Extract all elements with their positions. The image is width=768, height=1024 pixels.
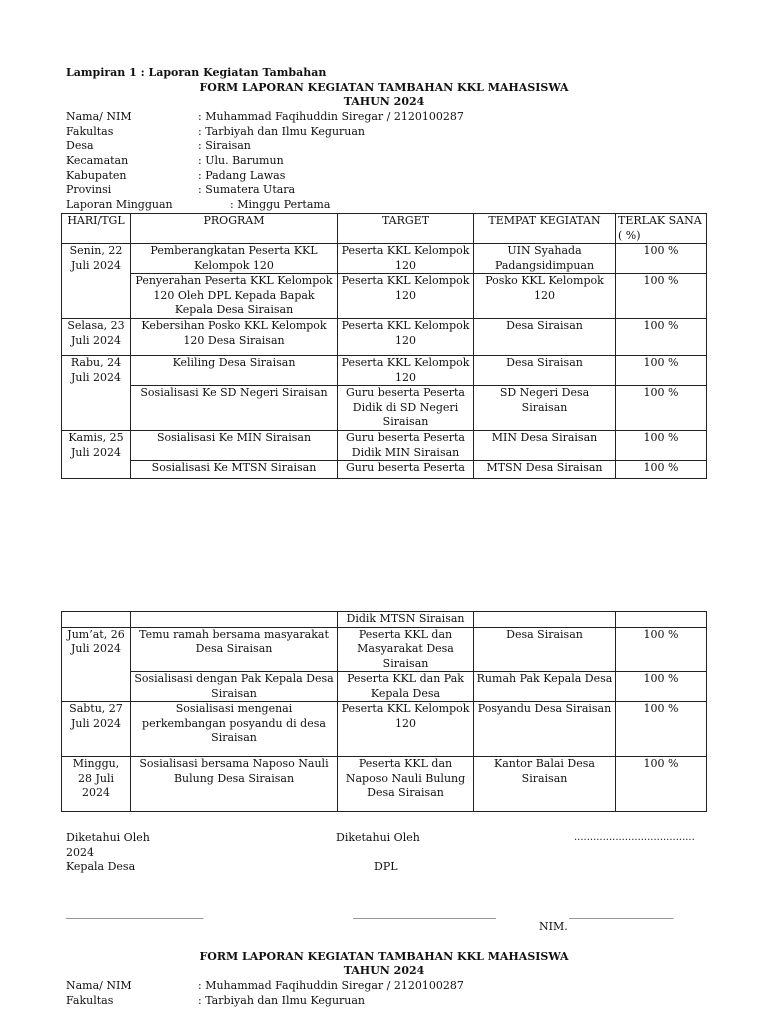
cell-percent (616, 612, 707, 628)
cell-target: Peserta KKL dan Pak Kepala Desa (338, 672, 474, 702)
field-value: : Tarbiyah dan Ilmu Keguruan (198, 994, 366, 1007)
field-label: Provinsi (66, 183, 112, 196)
left-signature-line: _________________________ (66, 906, 204, 919)
field-value: : Muhammad Faqihuddin Siregar / 2120100287 (198, 110, 464, 123)
cell-day: Kamis, 25 Juli 2024 (62, 431, 131, 479)
cell-program: Penyerahan Peserta KKL Kelompok 120 Oleh DPL Kepada Bapak Kepala Desa Siraisan (131, 274, 338, 319)
nim-label: NIM. (539, 920, 568, 933)
cell-day: Rabu, 24 Juli 2024 (62, 356, 131, 431)
cell-percent: 100 % (616, 386, 707, 431)
cell-target: Guru beserta Peserta (338, 461, 474, 479)
cell-target: Peserta KKL Kelompok 120 (338, 274, 474, 319)
cell-place: MTSN Desa Siraisan (474, 461, 616, 479)
cell-place: Rumah Pak Kepala Desa (474, 672, 616, 702)
cell-target: Peserta KKL dan Masyarakat Desa Siraisan (338, 627, 474, 672)
cell-place: Kantor Balai Desa Siraisan (474, 757, 616, 812)
cell-percent: 100 % (616, 356, 707, 386)
mid-signature-line: __________________________ (353, 906, 496, 919)
right-signature-line: ___________________ (569, 906, 674, 919)
cell-place (474, 612, 616, 628)
field-value: : Minggu Pertama (230, 198, 331, 211)
cell-program: Sosialisasi mengenai perkembangan posyandu di desa Siraisan (131, 702, 338, 757)
left-known-label: Diketahui Oleh (66, 831, 150, 844)
cell-target: Peserta KKL Kelompok 120 (338, 702, 474, 757)
left-role: Kepala Desa (66, 860, 136, 873)
field-value: : Tarbiyah dan Ilmu Keguruan (198, 125, 366, 138)
header-cell: TARGET (338, 214, 474, 244)
cell-day: Selasa, 23 Juli 2024 (62, 319, 131, 356)
cell-place: Posko KKL Kelompok 120 (474, 274, 616, 319)
cell-day: Minggu, 28 Juli 2024 (62, 757, 131, 812)
table-row (62, 274, 707, 319)
cell-program: Keliling Desa Siraisan (131, 356, 338, 386)
form-year-2: TAHUN 2024 (343, 964, 425, 977)
cell-day (62, 612, 131, 628)
table-row (62, 319, 707, 356)
cell-program: Sosialisasi Ke MIN Siraisan (131, 431, 338, 461)
cell-percent: 100 % (616, 461, 707, 479)
field-label: Fakultas (66, 994, 114, 1007)
form-year: TAHUN 2024 (343, 95, 425, 108)
header-cell: HARI/TGL (62, 214, 131, 244)
table-row (62, 612, 707, 628)
left-year: 2024 (66, 846, 94, 859)
cell-place: Posyandu Desa Siraisan (474, 702, 616, 757)
table-row (62, 757, 707, 812)
activity-table (61, 213, 707, 479)
field-value: : Muhammad Faqihuddin Siregar / 2120100287 (198, 979, 464, 992)
cell-program: Sosialisasi bersama Naposo Nauli Bulung Desa Siraisan (131, 757, 338, 812)
cell-place: Desa Siraisan (474, 627, 616, 672)
cell-place: Desa Siraisan (474, 356, 616, 386)
cell-target: Peserta KKL Kelompok 120 (338, 244, 474, 274)
cell-percent: 100 % (616, 702, 707, 757)
cell-percent: 100 % (616, 319, 707, 356)
table-header-row (62, 214, 707, 244)
header-cell: PROGRAM (131, 214, 338, 244)
cell-program: Sosialisasi dengan Pak Kepala Desa Siraisan (131, 672, 338, 702)
cell-target: Guru beserta Peserta Didik di SD Negeri Siraisan (338, 386, 474, 431)
cell-target: Peserta KKL Kelompok 120 (338, 356, 474, 386)
cell-place: UIN Syahada Padangsidimpuan (474, 244, 616, 274)
field-label: Laporan Mingguan (66, 198, 173, 211)
cell-day: Jum’at, 26 Juli 2024 (62, 627, 131, 702)
header-cell: TERLAK SANA ( %) (616, 214, 707, 244)
cell-program: Temu ramah bersama masyarakat Desa Siraisan (131, 627, 338, 672)
field-label: Kecamatan (66, 154, 129, 167)
form-title-2: FORM LAPORAN KEGIATAN TAMBAHAN KKL MAHASISWA (199, 950, 569, 963)
lampiran-label: Lampiran 1 : Laporan Kegiatan Tambahan (66, 66, 327, 79)
cell-percent: 100 % (616, 757, 707, 812)
field-label: Fakultas (66, 125, 114, 138)
cell-percent: 100 % (616, 431, 707, 461)
table-row (62, 627, 707, 672)
field-label: Nama/ NIM (66, 110, 132, 123)
cell-percent: 100 % (616, 627, 707, 672)
cell-place: Desa Siraisan (474, 319, 616, 356)
cell-place: MIN Desa Siraisan (474, 431, 616, 461)
cell-program: Pemberangkatan Peserta KKL Kelompok 120 (131, 244, 338, 274)
table-row (62, 386, 707, 431)
cell-place: SD Negeri Desa Siraisan (474, 386, 616, 431)
cell-target: Didik MTSN Siraisan (338, 612, 474, 628)
date-dots: ...................................... (574, 832, 695, 843)
mid-known-label: Diketahui Oleh (336, 831, 420, 844)
cell-program (131, 612, 338, 628)
form-title: FORM LAPORAN KEGIATAN TAMBAHAN KKL MAHASISWA (199, 81, 569, 94)
cell-target: Peserta KKL dan Naposo Nauli Bulung Desa Siraisan (338, 757, 474, 812)
field-value: : Ulu. Barumun (198, 154, 284, 167)
cell-percent: 100 % (616, 274, 707, 319)
field-value: : Padang Lawas (198, 169, 286, 182)
cell-percent: 100 % (616, 672, 707, 702)
field-value: : Sumatera Utara (198, 183, 296, 196)
field-label: Kabupaten (66, 169, 127, 182)
table-row (62, 431, 707, 461)
table-row (62, 244, 707, 274)
cell-program: Sosialisasi Ke MTSN Siraisan (131, 461, 338, 479)
field-label: Nama/ NIM (66, 979, 132, 992)
cell-target: Peserta KKL Kelompok 120 (338, 319, 474, 356)
cell-program: Sosialisasi Ke SD Negeri Siraisan (131, 386, 338, 431)
cell-target: Guru beserta Peserta Didik MIN Siraisan (338, 431, 474, 461)
activity-table-continued (61, 611, 707, 812)
cell-day: Sabtu, 27 Juli 2024 (62, 702, 131, 757)
header-cell: TEMPAT KEGIATAN (474, 214, 616, 244)
cell-program: Kebersihan Posko KKL Kelompok 120 Desa Siraisan (131, 319, 338, 356)
cell-day: Senin, 22 Juli 2024 (62, 244, 131, 319)
table-row (62, 461, 707, 479)
field-value: : Siraisan (198, 139, 251, 152)
mid-role: DPL (374, 860, 398, 873)
table-row (62, 702, 707, 757)
cell-percent: 100 % (616, 244, 707, 274)
field-label: Desa (66, 139, 94, 152)
table-row (62, 356, 707, 386)
table-row (62, 672, 707, 702)
